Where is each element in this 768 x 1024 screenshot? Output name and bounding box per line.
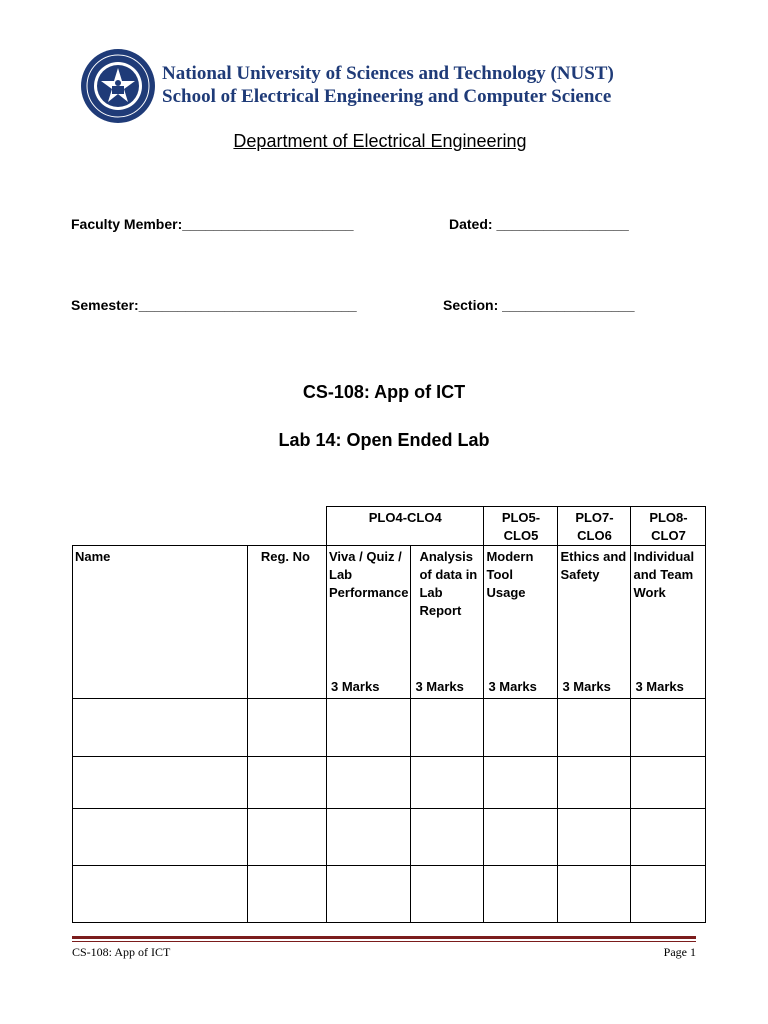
table-cell[interactable] [631,699,706,757]
table-row [73,866,706,923]
column-header-cell [327,546,411,699]
table-cell[interactable] [73,866,248,923]
faculty-member-field: Faculty Member:______________________ [71,216,354,232]
nust-logo [80,48,156,124]
marks-label: 3 Marks [635,679,684,694]
marks-label: 3 Marks [331,679,380,694]
table-cell[interactable] [73,699,248,757]
empty-cell [73,507,248,546]
marks-label: 3 Marks [415,679,464,694]
marks-label: 3 Marks [562,679,611,694]
university-name: National University of Sciences and Technology (NUST) [162,63,614,84]
column-header: Analysis of data in Lab Report [419,549,478,618]
table-cell[interactable] [248,699,327,757]
column-header: Viva / Quiz / Lab Performance [329,549,409,600]
footer-course: CS-108: App of ICT [72,945,171,959]
table-cell[interactable] [558,866,631,923]
table-row [73,809,706,866]
column-header-cell [248,546,327,699]
column-header: Individual and Team Work [633,549,695,600]
group-header: PLO7-CLO6 [558,507,631,546]
table-cell[interactable] [484,699,558,757]
table-cell[interactable] [327,866,411,923]
table-row [73,699,706,757]
group-header: PLO8-CLO7 [631,507,706,546]
column-header: Name [75,549,111,564]
table-cell[interactable] [327,809,411,866]
table-cell[interactable] [484,809,558,866]
empty-cell [248,507,327,546]
table-cell[interactable] [73,757,248,809]
column-header-row [73,546,706,699]
department-title: Department of Electrical Engineering [233,131,527,151]
column-header: Reg. No [260,549,310,564]
column-header-cell [631,546,706,699]
marks-label: 3 Marks [488,679,537,694]
table-cell[interactable] [484,866,558,923]
group-header: PLO5-CLO5 [484,507,558,546]
footer-rule-thin [72,941,696,942]
table-cell[interactable] [248,757,327,809]
column-header-cell [484,546,558,699]
lab-title: Lab 14: Open Ended Lab [278,430,490,450]
footer-page-number: Page 1 [663,945,696,959]
table-cell[interactable] [73,809,248,866]
column-header-cell [558,546,631,699]
table-cell[interactable] [484,757,558,809]
table-cell[interactable] [558,699,631,757]
table-cell[interactable] [631,866,706,923]
table-row [73,757,706,809]
group-header-row [73,507,706,546]
school-name: School of Electrical Engineering and Computer Science [162,86,612,107]
table-cell[interactable] [631,757,706,809]
table-cell[interactable] [248,866,327,923]
table-cell[interactable] [411,809,484,866]
table-cell[interactable] [248,809,327,866]
column-header-cell [411,546,484,699]
table-cell[interactable] [411,699,484,757]
table-cell[interactable] [558,757,631,809]
column-header-cell [73,546,248,699]
section-field: Section: _________________ [443,297,635,313]
group-header: PLO4-CLO4 [327,507,484,546]
table-cell[interactable] [327,757,411,809]
table-cell[interactable] [631,809,706,866]
table-cell[interactable] [327,699,411,757]
table-cell[interactable] [411,757,484,809]
column-header: Modern Tool Usage [486,549,534,600]
table-cell[interactable] [558,809,631,866]
semester-field: Semester:____________________________ [71,297,357,313]
marks-table [72,506,706,923]
course-title: CS-108: App of ICT [302,382,466,402]
column-header: Ethics and Safety [560,549,627,582]
table-cell[interactable] [411,866,484,923]
footer-rule [72,936,696,939]
dated-field: Dated: _________________ [449,216,629,232]
